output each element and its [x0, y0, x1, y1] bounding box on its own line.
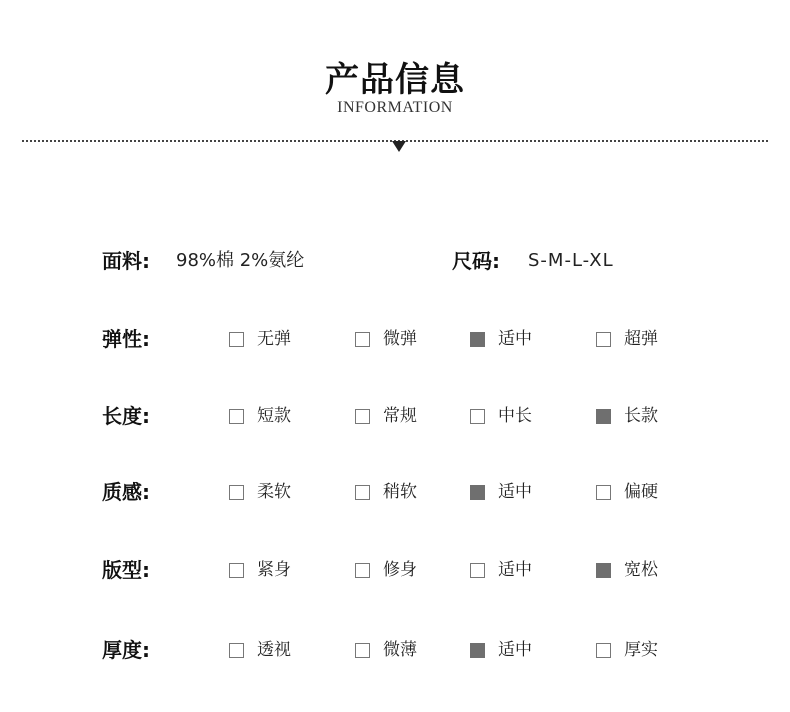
checkbox-checked-icon[interactable]	[470, 332, 485, 347]
option-checkbox[interactable]	[229, 480, 291, 504]
option-checkbox[interactable]	[596, 558, 658, 582]
option-label: 厚实	[624, 640, 658, 660]
size-label: 尺码:	[452, 249, 500, 273]
checkbox-empty-icon[interactable]	[355, 332, 370, 347]
option-checkbox[interactable]	[470, 404, 532, 428]
option-checkbox[interactable]	[355, 480, 417, 504]
option-checkbox[interactable]	[596, 327, 658, 351]
option-label: 宽松	[624, 560, 658, 580]
option-label: 紧身	[257, 560, 291, 580]
row-label: 厚度:	[102, 638, 150, 662]
option-label: 常规	[383, 406, 417, 426]
checkbox-empty-icon[interactable]	[470, 563, 485, 578]
checkbox-empty-icon[interactable]	[470, 409, 485, 424]
checkbox-empty-icon[interactable]	[355, 409, 370, 424]
option-checkbox[interactable]	[470, 327, 532, 351]
page-title: 产品信息	[325, 60, 465, 100]
checkbox-checked-icon[interactable]	[470, 643, 485, 658]
option-label: 适中	[498, 560, 532, 580]
option-checkbox[interactable]	[596, 480, 658, 504]
option-checkbox[interactable]	[229, 404, 291, 428]
option-label: 超弹	[624, 329, 658, 349]
option-label: 短款	[257, 406, 291, 426]
option-checkbox[interactable]	[355, 327, 417, 351]
option-checkbox[interactable]	[229, 638, 291, 662]
checkbox-empty-icon[interactable]	[355, 643, 370, 658]
checkbox-empty-icon[interactable]	[229, 643, 244, 658]
row-label: 长度:	[102, 404, 150, 428]
row-label: 弹性:	[102, 327, 150, 351]
option-label: 适中	[498, 482, 532, 502]
option-label: 柔软	[257, 482, 291, 502]
page-subtitle: INFORMATION	[337, 99, 453, 116]
option-checkbox[interactable]	[596, 404, 658, 428]
row-label: 版型:	[102, 558, 150, 582]
checkbox-empty-icon[interactable]	[229, 563, 244, 578]
checkbox-empty-icon[interactable]	[229, 409, 244, 424]
option-checkbox[interactable]	[470, 558, 532, 582]
option-checkbox[interactable]	[229, 558, 291, 582]
checkbox-checked-icon[interactable]	[596, 409, 611, 424]
option-label: 无弹	[257, 329, 291, 349]
option-label: 透视	[257, 640, 291, 660]
option-checkbox[interactable]	[596, 638, 658, 662]
size-value: S-M-L-XL	[528, 250, 614, 271]
checkbox-checked-icon[interactable]	[596, 563, 611, 578]
option-label: 适中	[498, 329, 532, 349]
checkbox-empty-icon[interactable]	[355, 563, 370, 578]
option-label: 微薄	[383, 640, 417, 660]
option-checkbox[interactable]	[355, 558, 417, 582]
checkbox-empty-icon[interactable]	[229, 332, 244, 347]
option-label: 偏硬	[624, 482, 658, 502]
fabric-value: 98%棉 2%氨纶	[176, 250, 305, 271]
checkbox-empty-icon[interactable]	[596, 332, 611, 347]
option-label: 中长	[498, 406, 532, 426]
option-checkbox[interactable]	[470, 480, 532, 504]
arrow-down-icon	[392, 141, 406, 152]
option-label: 长款	[624, 406, 658, 426]
checkbox-checked-icon[interactable]	[470, 485, 485, 500]
fabric-label: 面料:	[102, 249, 150, 273]
option-label: 稍软	[383, 482, 417, 502]
row-label: 质感:	[102, 480, 150, 504]
checkbox-empty-icon[interactable]	[596, 485, 611, 500]
option-label: 微弹	[383, 329, 417, 349]
option-checkbox[interactable]	[470, 638, 532, 662]
option-label: 修身	[383, 560, 417, 580]
checkbox-empty-icon[interactable]	[596, 643, 611, 658]
option-checkbox[interactable]	[355, 638, 417, 662]
option-checkbox[interactable]	[355, 404, 417, 428]
checkbox-empty-icon[interactable]	[229, 485, 244, 500]
option-label: 适中	[498, 640, 532, 660]
option-checkbox[interactable]	[229, 327, 291, 351]
checkbox-empty-icon[interactable]	[355, 485, 370, 500]
